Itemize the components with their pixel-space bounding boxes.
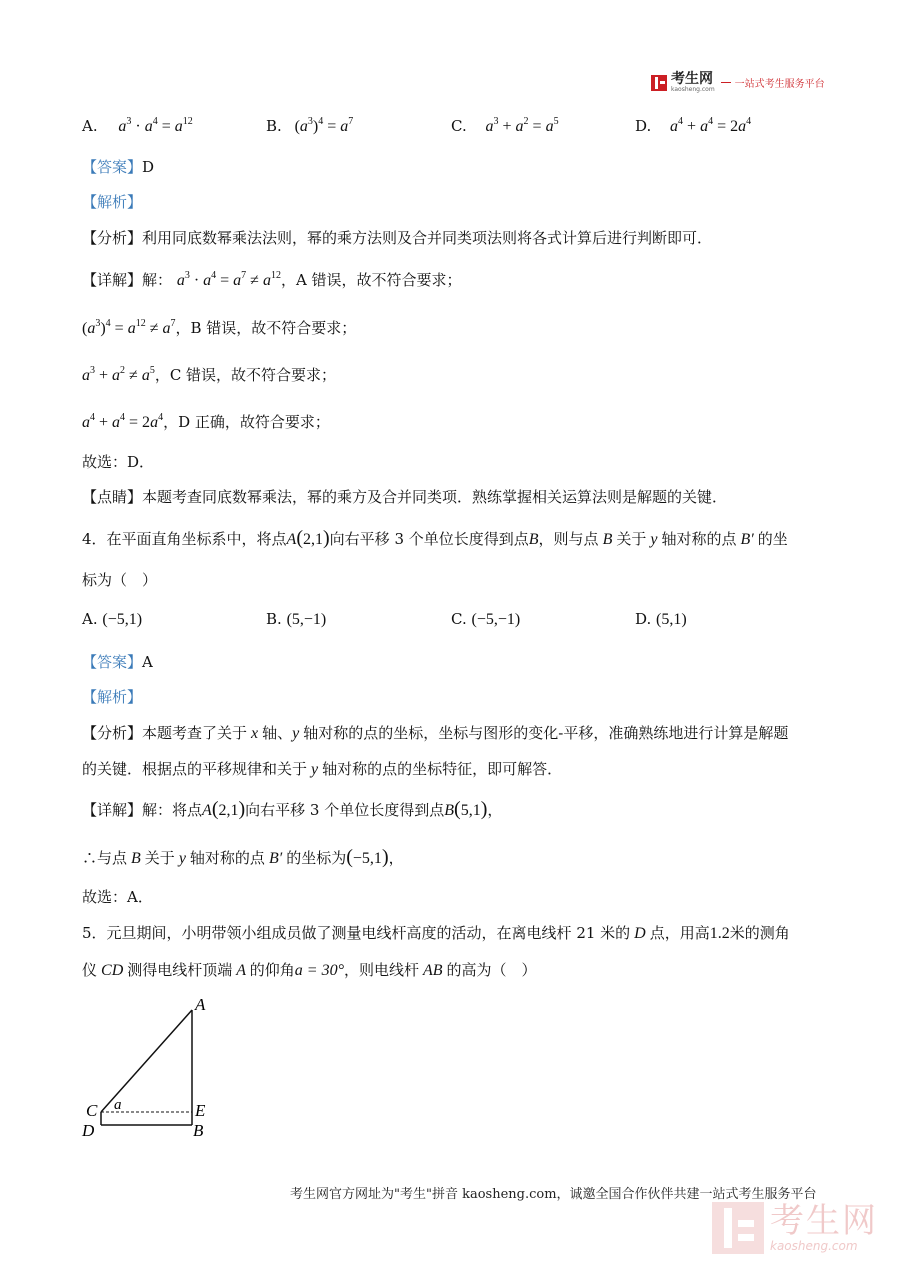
q4-therefore-b-point: B [127, 850, 145, 867]
q3-option-a-expr: $a^3 \cdot a^4 = a^{12}$ [118, 116, 193, 135]
q4-option-b-value: (5,−1) [286, 611, 327, 628]
q5-stem-line1 [82, 923, 790, 944]
q4-detail-point-a: A(2,1) [202, 798, 246, 820]
q3-detail-tail4: ，D 正确，故符合要求； [163, 413, 330, 431]
q3-detail-expr1: $a^3 \cdot a^4 = a^7 \ne a^{12}$ [176, 270, 281, 289]
q5-stem-1b: 点，用高 [649, 924, 710, 942]
watermark-logo-icon [712, 1202, 764, 1254]
q3-option-d-expr: $a^4 + a^4 = 2a^4$ [670, 116, 752, 135]
q3-option-d-label: D. [635, 117, 652, 135]
q5-angle-expr: a = 30° [294, 962, 344, 979]
q4-option-c-value: (−5,−1) [471, 611, 521, 628]
q5-figure [78, 992, 228, 1142]
q3-detail-prefix: 解： [142, 271, 173, 289]
q3-detail-line1 [82, 270, 462, 291]
q4-fenxi-2a: 的关键．根据点的平移规律和关于 [82, 760, 308, 778]
q5-stem-1a: 5．元旦期间，小明带领小组成员做了测量电线杆高度的活动，在离电线杆 21 米的 [82, 924, 631, 942]
q4-stem-1c: ，则与点 [538, 530, 599, 548]
q3-analysis-tag: 【解析】 [82, 193, 143, 211]
watermark-sub: kaosheng.com [770, 1239, 858, 1253]
q4-option-d [635, 609, 687, 630]
q4-fenxi-line2 [82, 759, 562, 780]
logo-divider [721, 82, 731, 83]
q4-fenxi-2b: 轴对称的点的坐标特征，即可解答． [322, 760, 563, 778]
q4-therefore-y: y [174, 850, 190, 867]
q5-stem-2d: ，则电线杆 [343, 961, 419, 979]
q3-detail-line3 [82, 365, 336, 386]
q5-label-e: E [195, 1101, 206, 1120]
q4-answer [82, 652, 153, 672]
watermark-text: 考生网 [770, 1201, 878, 1241]
q4-therefore-c: 轴对称的点 [189, 849, 265, 867]
q4-stem-1f: 的坐 [757, 530, 788, 548]
q3-detail-tail2: ，B 错误，故不符合要求； [175, 319, 357, 337]
q4-therefore-e: ， [388, 849, 404, 867]
q4-fenxi-line1 [82, 723, 788, 744]
q4-detail-b: 向右平移 3 个单位长度得到点 [245, 801, 445, 819]
q3-dianjing [82, 487, 727, 507]
q4-fenxi-y: y [292, 725, 304, 742]
q4-fenxi-1c: 轴对称的点的坐标，坐标与图形的变化-平移，准确熟练地进行计算是解题 [303, 724, 789, 742]
q4-stem-1a: 4．在平面直角坐标系中，将点 [82, 530, 287, 548]
q3-fenxi [82, 228, 712, 248]
q5-point-a: A [232, 962, 250, 979]
q3-fenxi-tag: 【分析】 [82, 229, 143, 247]
q5-label-b: B [193, 1121, 204, 1140]
q5-stem-2c: 的仰角 [249, 961, 295, 979]
q5-ab: AB [418, 962, 447, 979]
q4-option-a-value: (−5,1) [102, 611, 143, 628]
q4-answer-value: A [142, 653, 153, 671]
q5-label-d: D [82, 1121, 95, 1140]
q3-detail-tail3: ，C 错误，故不符合要求； [154, 366, 337, 384]
q4-option-b [266, 609, 326, 630]
q5-stem-1c: 米的测角 [729, 924, 790, 942]
q4-option-b-label: B. [266, 610, 282, 628]
q4-fenxi-x: x [247, 725, 263, 742]
q4-option-d-label: D. [635, 610, 652, 628]
q4-therefore-bprime: B′ [264, 850, 287, 867]
q4-stem-1d: 关于 [616, 530, 647, 548]
q4-point-b2: B [598, 531, 617, 548]
q4-stem-line2: 标为（ ） [82, 571, 158, 589]
q3-detail-expr4: $a^4 + a^4 = 2a^4$ [82, 412, 164, 431]
q3-option-b [266, 116, 353, 137]
header-logo[interactable] [651, 72, 825, 93]
q3-option-c-label: C. [451, 117, 467, 135]
q4-therefore-coord: (−5,1) [346, 846, 389, 868]
q3-option-c-expr: $a^3 + a^2 = a^5$ [485, 116, 559, 135]
q4-stem-1b: 向右平移 3 个单位长度得到点 [329, 530, 529, 548]
q5-label-c: C [86, 1101, 98, 1120]
q4-fenxi-tag: 【分析】 [82, 724, 143, 742]
q4-therefore-b: 关于 [144, 849, 175, 867]
watermark [712, 1202, 878, 1254]
q3-detail-expr3: $a^3 + a^2 \ne a^5$ [82, 365, 155, 384]
q5-height: 1.2 [709, 925, 730, 942]
q4-therefore-a: ∴与点 [82, 849, 128, 867]
q4-answer-tag: 【答案】 [82, 653, 143, 671]
q4-stem-line1 [82, 528, 788, 550]
q3-answer [82, 157, 154, 177]
q4-fenxi-y2: y [307, 761, 323, 778]
logo-domain: kaosheng.com [671, 86, 715, 93]
q4-point-a: A(2,1) [286, 527, 330, 549]
q4-therefore [82, 847, 404, 869]
q4-detail-tag: 【详解】 [82, 801, 143, 819]
q4-point-b: B [528, 531, 539, 548]
q3-answer-tag: 【答案】 [82, 158, 143, 176]
q3-detail-tag: 【详解】 [82, 271, 143, 289]
q4-stem-1e: 轴对称的点 [661, 530, 737, 548]
q3-choose: 故选：D． [82, 453, 155, 471]
q4-detail-point-b: B(5,1) [444, 798, 488, 820]
q3-dianjing-text: 本题考查同底数幂乘法，幂的乘方及合并同类项．熟练掌握相关运算法则是解题的关键． [142, 488, 728, 506]
q5-stem-2a: 仪 [82, 961, 98, 979]
q3-detail-line2 [82, 318, 356, 339]
q4-option-c-label: C. [451, 610, 467, 628]
q5-stem-2b: 测得电线杆顶端 [127, 961, 233, 979]
q3-option-c [451, 116, 559, 137]
logo-name: 考生网 [671, 71, 713, 87]
q4-analysis-tag: 【解析】 [82, 688, 143, 706]
q5-cd: CD [97, 962, 128, 979]
q4-option-a [82, 609, 142, 630]
q5-point-d: D [630, 925, 650, 942]
q4-detail-a: 解：将点 [142, 801, 203, 819]
q3-detail-tail1: ，A 错误，故不符合要求； [280, 271, 462, 289]
q3-detail-expr2: $(a^3)^4 = a^{12} \ne a^7$ [82, 318, 176, 337]
q3-option-b-expr: $(a^3)^4 = a^7$ [294, 116, 354, 135]
q4-option-c [451, 609, 520, 630]
q4-therefore-d: 的坐标为 [286, 849, 347, 867]
q4-fenxi-1a: 本题考查了关于 [142, 724, 248, 742]
q4-fenxi-1b: 轴、 [262, 724, 293, 742]
q3-option-a-label: A. [82, 117, 98, 135]
q5-label-a: A [195, 995, 206, 1014]
q5-stem-2e: 的高为（ ） [446, 961, 537, 979]
q5-label-angle: a [114, 1097, 122, 1113]
q3-answer-value: D [142, 158, 155, 176]
q4-y-axis: y [646, 531, 662, 548]
footer-text: 考生网官方网址为"考生"拼音 kaosheng.com，诚邀全国合作伙伴共建一站式考生服务平台 [290, 1187, 817, 1202]
logo-mark-icon [651, 75, 667, 91]
q3-option-d [635, 116, 751, 137]
q4-point-bprime: B′ [736, 531, 758, 548]
q4-option-a-label: A. [82, 610, 98, 628]
q3-dianjing-tag: 【点睛】 [82, 488, 143, 506]
header-slogan: 一站式考生服务平台 [734, 79, 825, 90]
q3-option-b-label: B. [266, 117, 282, 135]
q3-detail-line4 [82, 412, 330, 433]
q4-choose: 故选：A． [82, 888, 153, 906]
q5-stem-line2 [82, 960, 537, 981]
q4-detail-c: ， [487, 801, 503, 819]
q3-fenxi-text: 利用同底数幂乘法法则，幂的乘方法则及合并同类项法则将各式计算后进行判断即可． [142, 229, 713, 247]
q4-option-d-value: (5,1) [656, 611, 687, 628]
q3-option-a [82, 116, 193, 137]
q4-detail [82, 799, 502, 821]
